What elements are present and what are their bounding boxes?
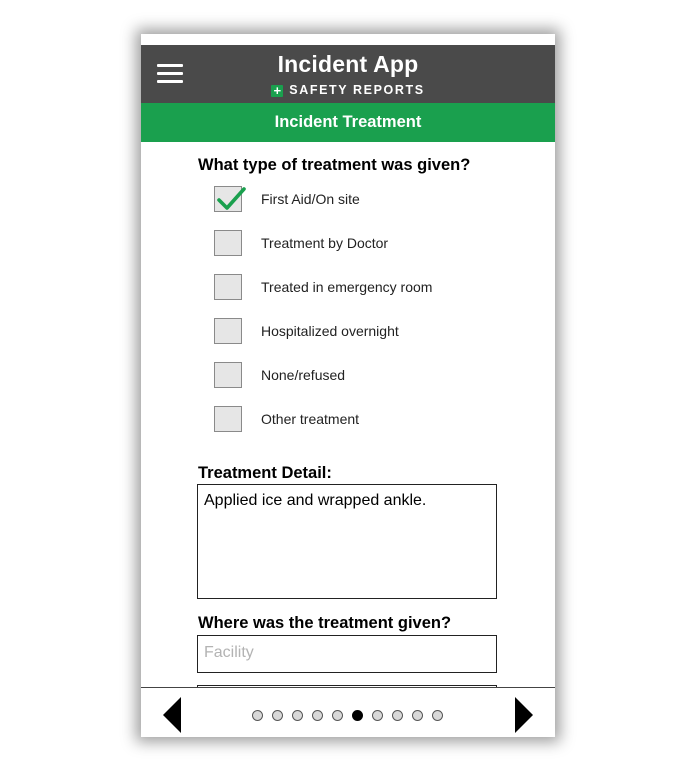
treatment-detail-label: Treatment Detail: (198, 464, 332, 482)
treatment-detail-textarea[interactable]: Applied ice and wrapped ankle. (197, 484, 497, 599)
page-dot-2[interactable] (272, 710, 283, 721)
phone-screen (141, 34, 555, 737)
page-dot-1[interactable] (252, 710, 263, 721)
option-hospitalized[interactable] (214, 318, 514, 346)
option-label: Treated in emergency room (261, 279, 433, 295)
checkbox-other-treatment[interactable] (214, 406, 242, 432)
right-arrow-icon[interactable] (515, 697, 533, 733)
app-title: Incident App (277, 51, 419, 77)
option-treatment-by-doctor[interactable] (214, 230, 514, 258)
checkbox-hospitalized[interactable] (214, 318, 242, 344)
option-emergency-room[interactable] (214, 274, 514, 302)
page-dot-4[interactable] (312, 710, 323, 721)
option-label: None/refused (261, 367, 346, 383)
facility-input[interactable]: Facility (197, 635, 497, 673)
checkbox-none-refused[interactable] (214, 362, 242, 388)
section-title: Incident Treatment (141, 103, 555, 142)
checkbox-emergency-room[interactable] (214, 274, 242, 300)
plus-icon: + (271, 85, 283, 97)
app-header (141, 45, 555, 103)
checkbox-first-aid[interactable] (214, 186, 242, 212)
option-label: Treatment by Doctor (261, 235, 389, 251)
treatment-location-question: Where was the treatment given? (198, 614, 452, 632)
page-dot-3[interactable] (292, 710, 303, 721)
left-arrow-icon[interactable] (163, 697, 181, 733)
checkmark-icon (216, 184, 248, 214)
page-dot-10[interactable] (432, 710, 443, 721)
checkbox-treatment-by-doctor[interactable] (214, 230, 242, 256)
page-dot-5[interactable] (332, 710, 343, 721)
page-dot-7[interactable] (372, 710, 383, 721)
option-label: Other treatment (261, 411, 360, 427)
option-none-refused[interactable] (214, 362, 514, 390)
pagination-footer (141, 687, 555, 737)
page-dot-9[interactable] (412, 710, 423, 721)
brand-text: SAFETY REPORTS (289, 83, 425, 97)
treatment-type-question: What type of treatment was given? (198, 156, 471, 174)
page-dot-6[interactable] (352, 710, 363, 721)
option-label: Hospitalized overnight (261, 323, 399, 339)
option-first-aid[interactable] (214, 186, 514, 214)
option-label: First Aid/On site (261, 191, 360, 207)
option-other-treatment[interactable] (214, 406, 514, 434)
page-dot-8[interactable] (392, 710, 403, 721)
brand-tagline (141, 83, 555, 97)
